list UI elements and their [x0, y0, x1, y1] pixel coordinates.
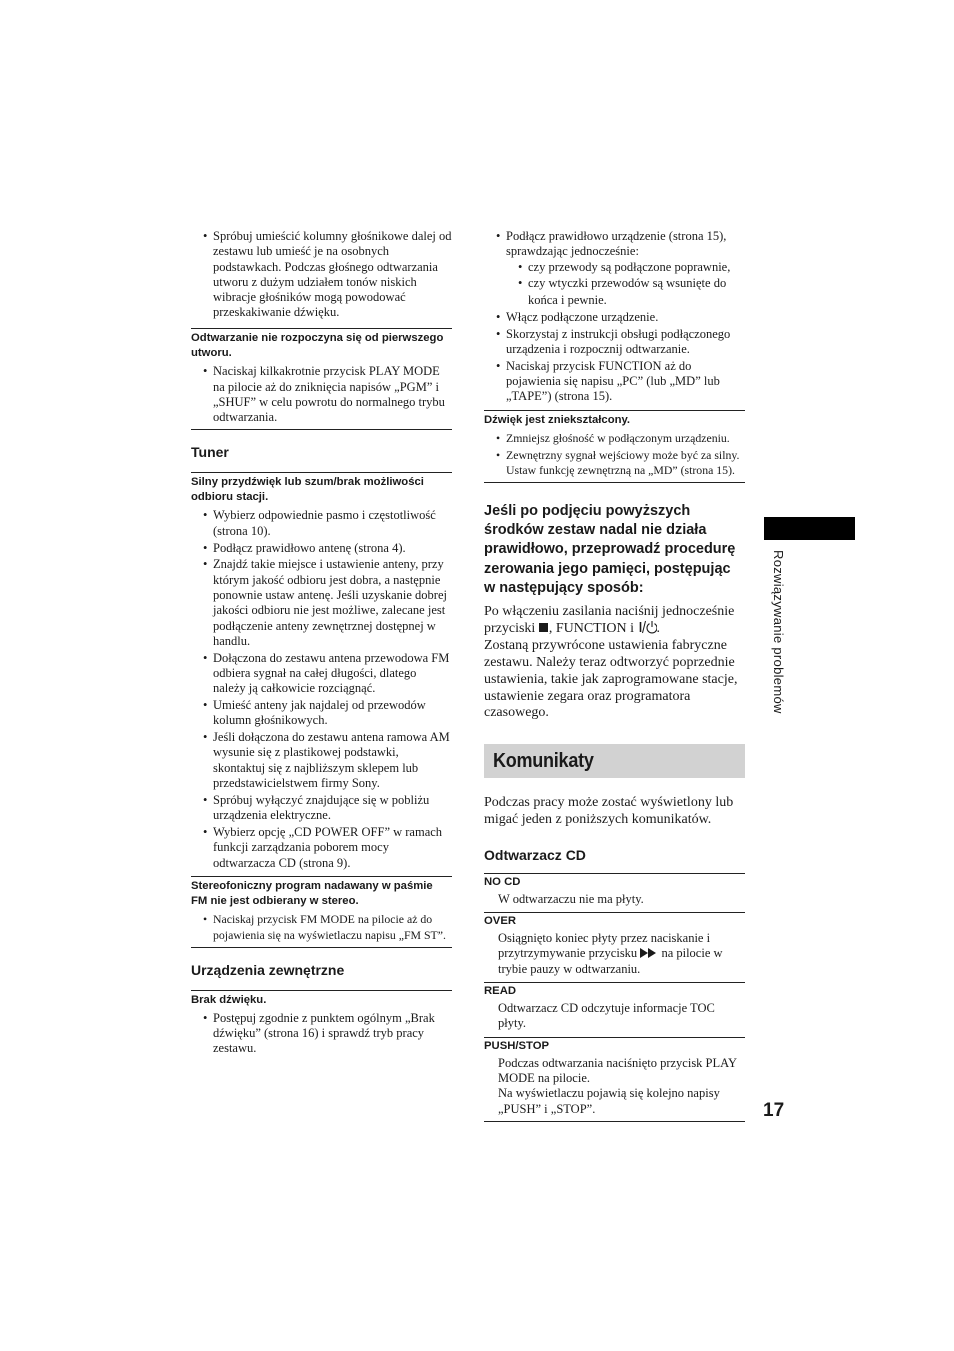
stop-square-icon — [539, 623, 548, 632]
list-item: • Włącz podłączone urządzenie. — [484, 310, 745, 325]
list-item: • Postępuj zgodnie z punktem ogólnym „Brak dźwięku” (strona 16) i sprawdź tryb pracy zestawu. — [191, 1011, 452, 1057]
bullet-list — [191, 912, 452, 943]
right-column — [484, 229, 745, 1122]
message-description — [484, 931, 745, 977]
fast-forward-icon — [640, 948, 658, 958]
message-text: na pilocie w trybie pauzy w odtwarzaniu. — [498, 946, 723, 976]
message-description: W odtwarzaczu nie ma płyty. — [498, 891, 644, 906]
intro-bullet-list — [191, 229, 452, 321]
problem-title: Odtwarzanie nie rozpoczyna się od pierwszego utworu. — [191, 328, 452, 361]
message-description: Odtwarzacz CD odczytuje informacje TOC płyty. — [498, 1001, 715, 1031]
bullet-list — [191, 1011, 452, 1057]
problem-title: Dźwięk jest zniekształcony. — [484, 410, 745, 428]
sub-item: • czy wtyczki przewodów są wsunięte do — [506, 276, 745, 291]
list-item: • Zmniejsz głośność w podłączonym urządzeniu. — [484, 431, 745, 446]
list-item: • Umieść anteny jak najdalej od przewodów kolumn głośnikowych. — [191, 698, 452, 729]
power-standby-icon — [638, 620, 657, 634]
divider — [484, 1121, 745, 1122]
section-heading-cd: Odtwarzacz CD — [484, 846, 586, 863]
list-item: • Naciskaj przycisk FM MODE na pilocie aż do pojawienia się na wyświetlaczu napisu „FM ST”. — [191, 912, 452, 943]
sub-item: końca i pewnie. — [528, 293, 607, 308]
message-item — [484, 912, 745, 977]
reset-text: Po włączeniu zasilania naciśnij jednocześnie przyciski — [484, 603, 735, 637]
list-item: • Naciskaj kilkakrotnie przycisk PLAY MODE na pilocie aż do zniknięcia napisów „PGM” i „SHUF” w celu powrotu do normalnego trybu odtwarzania. — [191, 364, 452, 425]
list-item: • Wybierz odpowiednie pasmo i częstotliwość (strona 10). — [191, 508, 452, 539]
message-code: NO CD — [484, 873, 745, 890]
message-text: Na wyświetlaczu pojawią się kolejno napisy „PUSH” i „STOP”. — [498, 1086, 720, 1116]
message-item — [484, 873, 745, 907]
message-item — [484, 1037, 745, 1117]
list-item-text: Podłącz prawidłowo urządzenie (strona 15), sprawdzając jednocześnie: — [506, 229, 727, 259]
sub-list — [484, 260, 745, 309]
list-item: • Wybierz opcję „CD POWER OFF” w ramach funkcji zarządzania poborem mocy odtwarzacza CD (strona 9). — [191, 825, 452, 871]
section-heading-tuner: Tuner — [191, 444, 229, 461]
page-number: 17 — [763, 1100, 785, 1121]
problem-title: Brak dźwięku. — [191, 990, 452, 1008]
list-item: • Skorzystaj z instrukcji obsługi podłączonego urządzenia i rozpocznij odtwarzanie. — [484, 327, 745, 358]
messages-title: Komunikaty — [493, 749, 594, 773]
message-item — [484, 982, 745, 1032]
list-item: • Dołączona do zestawu antena przewodowa FM odbiera sygnał na całej długości, dlatego należy ją całkowicie rozciągnąć. — [191, 651, 452, 697]
list-item: • Podłącz prawidłowo antenę (strona 4). — [191, 541, 452, 556]
section-heading-external: Urządzenia zewnętrzne — [191, 961, 345, 978]
reset-result-text: Zostaną przywrócone ustawienia fabryczne zestawu. Należy teraz odtworzyć poprzednie ustawienia, takie jak zaprogramowane stacje, ustawienie zegara oraz programatora czasowego. — [484, 638, 738, 721]
list-item: • Spróbuj wyłączyć znajdujące się w pobliżu urządzenia elektryczne. — [191, 793, 452, 824]
reset-text: . — [656, 621, 660, 637]
chapter-side-label: Rozwiązywanie problemów — [771, 550, 786, 714]
reset-text: , FUNCTION i — [548, 621, 638, 637]
list-item: • Jeśli dołączona do zestawu antena ramowa AM wysunie się z plastikowej podstawki, skontaktuj się z najbliższym sklepem lub przedstawicielstwem firmy Sony. — [191, 730, 452, 791]
messages-banner — [484, 744, 745, 778]
problem-title: Silny przydźwięk lub szum/brak możliwości odbioru stacji. — [191, 472, 452, 505]
messages-intro: Podczas pracy może zostać wyświetlony lub migać jeden z poniższych komunikatów. — [484, 795, 734, 828]
reset-heading: Jeśli po podjęciu powyższych środków zestaw nadal nie działa prawidłowo, przeprowadź procedurę zerowania jego pamięci, postępując w następujący sposób: — [484, 502, 736, 597]
message-text: Osiągnięto koniec płyty przez naciskanie i przytrzymywanie przycisku — [498, 931, 711, 961]
list-item — [484, 229, 745, 308]
list-item: • Zewnętrzny sygnał wejściowy może być za silny. Ustaw funkcję zewnętrzną na „MD” (strona 15). — [484, 448, 745, 479]
left-column — [191, 229, 452, 1058]
message-text: Podczas odtwarzania naciśnięto przycisk PLAY MODE na pilocie. — [498, 1055, 737, 1085]
list-item: • Znajdź takie miejsce i ustawienie anteny, przy którym jakość odbioru jest dobra, a następnie ponownie ustaw antenę. Jeśli uzyskanie dobrej jakości odbioru nie jest możliwe, zalecane jest podłączenie anteny zewnętrznej dostępnej w handlu. — [191, 557, 452, 649]
list-item: • Naciskaj przycisk FUNCTION aż do pojawienia się napisu „PC” (lub „MD” lub „TAPE”) (strona 15). — [484, 359, 745, 405]
chapter-tab-marker — [764, 517, 855, 540]
sub-item: • czy przewody są podłączone poprawnie, — [506, 260, 745, 275]
bullet-list — [191, 364, 452, 425]
bullet-list — [484, 229, 745, 405]
message-code: PUSH/STOP — [484, 1037, 745, 1054]
message-description — [484, 1056, 745, 1117]
message-code: READ — [484, 982, 745, 999]
bullet-list — [484, 431, 745, 478]
message-code: OVER — [484, 912, 745, 929]
problem-title: Stereofoniczny program nadawany w paśmie FM nie jest odbierany w stereo. — [191, 876, 452, 909]
bullet-list — [191, 508, 452, 870]
list-item: • Spróbuj umieścić kolumny głośnikowe dalej od zestawu lub umieść je na osobnych podstawkach. Podczas głośnego odtwarzania utworu z dużym udziałem tonów niskich wibracje głośników mogą powodować przeskakiwanie dźwięku. — [191, 229, 452, 321]
reset-instructions — [484, 604, 745, 639]
